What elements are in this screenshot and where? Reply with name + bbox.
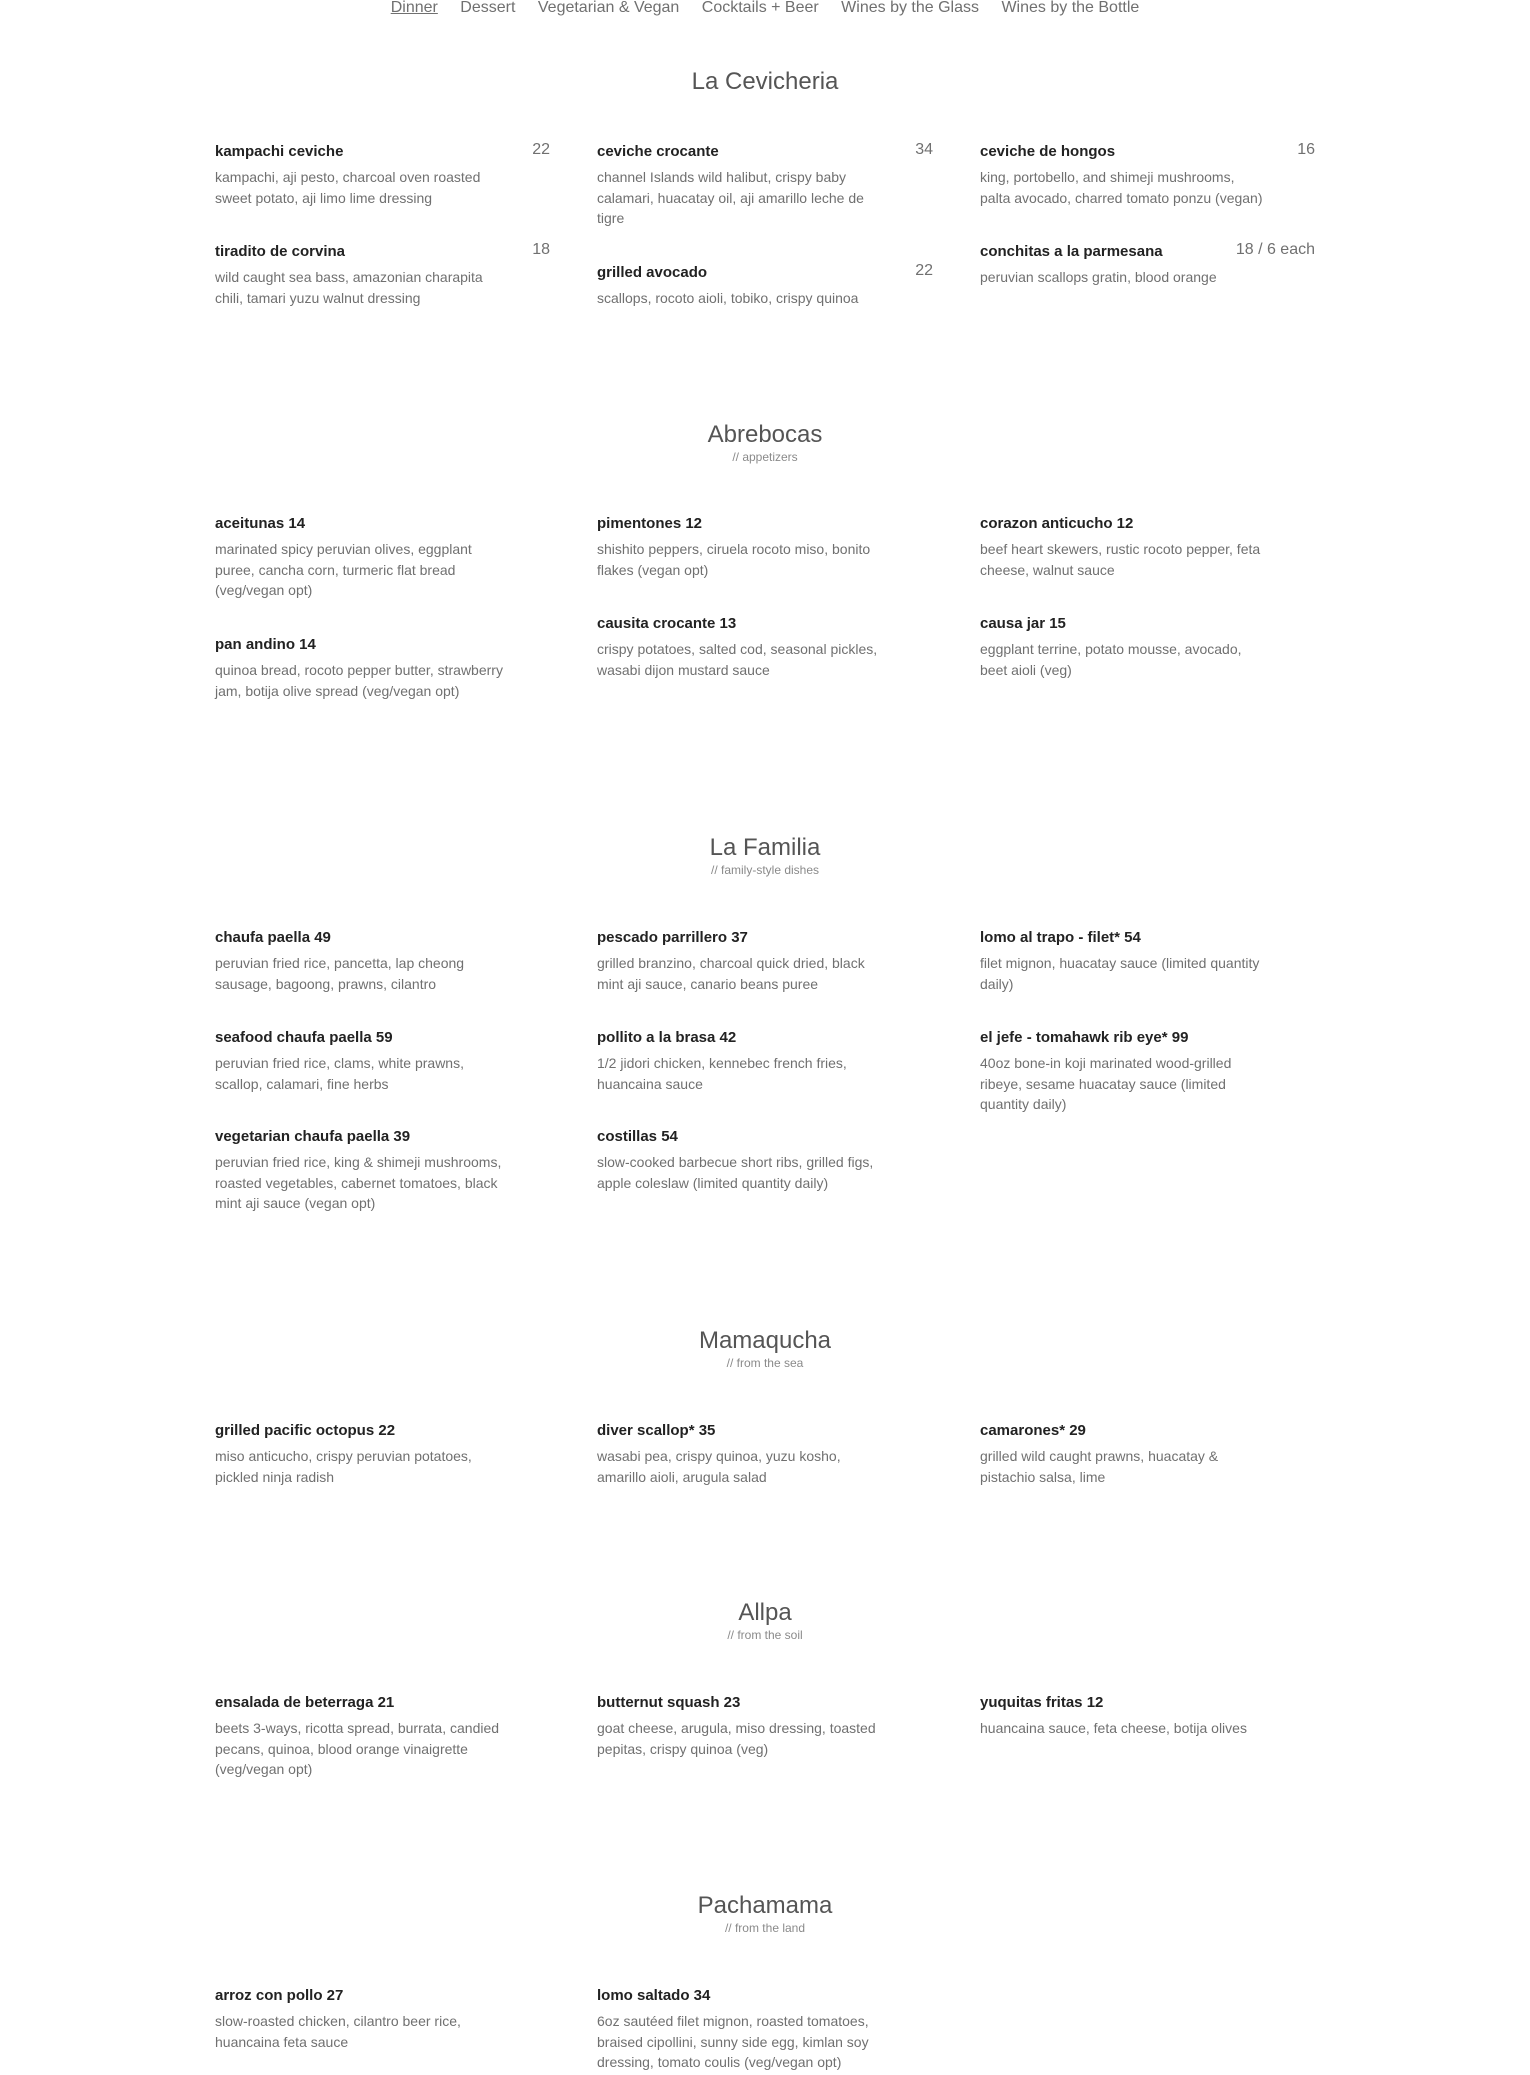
menu-item <box>597 928 897 994</box>
section-title-allpa: Allpa <box>738 1599 792 1626</box>
menu-item <box>215 1693 515 1780</box>
item-description: eggplant terrine, potato mousse, avocado, beet aioli (veg) <box>980 641 1242 678</box>
section-title-mamaqucha: Mamaqucha <box>698 1327 832 1354</box>
item-price: 18 <box>532 241 550 258</box>
item-description: quinoa bread, rocoto pepper butter, strawberry jam, botija olive spread (veg/vegan opt) <box>215 662 503 699</box>
menu-item <box>215 1421 515 1487</box>
item-name: chaufa paella 49 <box>215 929 331 946</box>
item-name: lomo al trapo - filet* 54 <box>980 929 1141 946</box>
item-description: 40oz bone-in koji marinated wood-grilled ribeye, sesame huacatay sauce (limited quantity daily) <box>980 1055 1232 1112</box>
item-price: 16 <box>1297 141 1315 158</box>
menu-item <box>980 1693 1280 1739</box>
menu-item <box>597 1986 897 2073</box>
section-subtitle-mamaqucha: // from the sea <box>726 1356 804 1370</box>
menu-item <box>980 614 1280 680</box>
item-description: peruvian fried rice, clams, white prawns, scallop, calamari, fine herbs <box>215 1055 464 1092</box>
item-description: grilled branzino, charcoal quick dried, black mint aji sauce, canario beans puree <box>597 955 865 992</box>
item-description: marinated spicy peruvian olives, eggplant puree, cancha corn, turmeric flat bread (veg/vegan opt) <box>215 541 472 598</box>
item-description: crispy potatoes, salted cod, seasonal pickles, wasabi dijon mustard sauce <box>597 641 878 678</box>
menu-item <box>597 1693 897 1759</box>
tab-dessert[interactable]: Dessert <box>460 0 516 16</box>
item-name: conchitas a la parmesana <box>980 243 1163 260</box>
item-description: channel Islands wild halibut, crispy baby calamari, huacatay oil, aji amarillo leche de tigre <box>597 169 864 226</box>
item-price: 22 <box>915 262 933 279</box>
section-title-abrebocas: Abrebocas <box>707 421 823 448</box>
item-name: causita crocante 13 <box>597 615 737 632</box>
menu-item <box>215 1986 515 2052</box>
item-name: kampachi ceviche <box>215 143 344 160</box>
item-name: camarones* 29 <box>980 1422 1086 1439</box>
item-name: pan andino 14 <box>215 636 316 653</box>
item-description: 6oz sautéed filet mignon, roasted tomatoes, braised cipollini, sunny side egg, kimlan soy dressing, tomato coulis (veg/vegan opt) <box>597 2013 869 2070</box>
section-subtitle-pachamama: // from the land <box>724 1921 806 1935</box>
section-subtitle-familia: // family-style dishes <box>710 863 820 877</box>
menu-tabs <box>0 0 1530 16</box>
item-name: corazon anticucho 12 <box>980 515 1134 532</box>
menu-item <box>597 614 897 680</box>
menu-item <box>215 1127 515 1214</box>
item-name: lomo saltado 34 <box>597 1987 711 2004</box>
item-price: 34 <box>915 141 933 158</box>
item-description: wild caught sea bass, amazonian charapita chili, tamari yuzu walnut dressing <box>215 269 483 306</box>
item-name: aceitunas 14 <box>215 515 306 532</box>
section-title-pachamama: Pachamama <box>697 1892 833 1919</box>
item-description: peruvian fried rice, pancetta, lap cheong sausage, bagoong, prawns, cilantro <box>215 955 465 992</box>
section-subtitle-allpa: // from the soil <box>727 1628 803 1642</box>
item-name: grilled avocado <box>597 264 708 281</box>
item-description: kampachi, aji pesto, charcoal oven roasted sweet potato, aji limo lime dressing <box>215 169 481 206</box>
item-price: 18 / 6 each <box>1235 241 1315 258</box>
menu-item <box>597 1421 897 1487</box>
item-description: peruvian fried rice, king & shimeji mushrooms, roasted vegetables, cabernet tomatoes, black mint aji sauce (vegan opt) <box>215 1154 502 1211</box>
menu-item <box>215 1028 515 1094</box>
tab-vegetarian-vegan[interactable]: Vegetarian & Vegan <box>537 0 680 16</box>
menu-item <box>597 1028 897 1094</box>
item-description: slow-roasted chicken, cilantro beer rice, huancaina feta sauce <box>215 2013 461 2050</box>
item-name: tiradito de corvina <box>215 243 346 260</box>
section-title-familia: La Familia <box>709 834 821 861</box>
item-description: grilled wild caught prawns, huacatay & pistachio salsa, lime <box>980 1448 1219 1485</box>
item-description: beef heart skewers, rustic rocoto pepper, feta cheese, walnut sauce <box>980 541 1261 578</box>
item-name: diver scallop* 35 <box>597 1422 716 1439</box>
item-description: filet mignon, huacatay sauce (limited quantity daily) <box>980 955 1260 992</box>
item-name: ensalada de beterraga 21 <box>215 1694 395 1711</box>
menu-item <box>980 514 1280 580</box>
tab-cocktails-beer[interactable]: Cocktails + Beer <box>701 0 819 16</box>
item-name: el jefe - tomahawk rib eye* 99 <box>980 1029 1189 1046</box>
item-description: miso anticucho, crispy peruvian potatoes, pickled ninja radish <box>215 1448 472 1485</box>
item-description: scallops, rocoto aioli, tobiko, crispy quinoa <box>597 290 859 306</box>
item-name: pollito a la brasa 42 <box>597 1029 737 1046</box>
tab-dinner[interactable]: Dinner <box>390 0 438 16</box>
item-description: king, portobello, and shimeji mushrooms, palta avocado, charred tomato ponzu (vegan) <box>980 169 1263 206</box>
item-name: vegetarian chaufa paella 39 <box>215 1128 411 1145</box>
section-subtitle-abrebocas: // appetizers <box>732 450 798 464</box>
menu-item <box>215 928 515 994</box>
menu-item <box>215 635 515 701</box>
menu-item <box>980 1028 1280 1115</box>
item-name: ceviche crocante <box>597 143 719 160</box>
item-name: costillas 54 <box>597 1128 678 1145</box>
menu-item <box>980 1421 1280 1487</box>
item-description: huancaina sauce, feta cheese, botija olives <box>980 1720 1247 1736</box>
menu-item <box>215 514 515 601</box>
item-name: pimentones 12 <box>597 515 703 532</box>
menu-item <box>597 514 897 580</box>
item-name: arroz con pollo 27 <box>215 1987 344 2004</box>
item-description: 1/2 jidori chicken, kennebec french fries, huancaina sauce <box>597 1055 847 1092</box>
item-name: pescado parrillero 37 <box>597 929 748 946</box>
item-name: butternut squash 23 <box>597 1694 741 1711</box>
section-title-cevicheria: La Cevicheria <box>691 68 839 95</box>
item-name: yuquitas fritas 12 <box>980 1694 1104 1711</box>
menu-item <box>597 1127 897 1193</box>
item-description: shishito peppers, ciruela rocoto miso, bonito flakes (vegan opt) <box>597 541 871 578</box>
item-description: beets 3-ways, ricotta spread, burrata, candied pecans, quinoa, blood orange vinaigrette (veg/vegan opt) <box>215 1720 500 1777</box>
tab-wines-by-the-bottle[interactable]: Wines by the Bottle <box>1001 0 1140 16</box>
item-description: slow-cooked barbecue short ribs, grilled figs, apple coleslaw (limited quantity daily) <box>597 1154 874 1191</box>
item-description: wasabi pea, crispy quinoa, yuzu kosho, amarillo aioli, arugula salad <box>597 1448 841 1485</box>
item-description: goat cheese, arugula, miso dressing, toasted pepitas, crispy quinoa (veg) <box>597 1720 876 1757</box>
tab-wines-by-the-glass[interactable]: Wines by the Glass <box>841 0 979 16</box>
item-name: ceviche de hongos <box>980 143 1116 160</box>
item-name: causa jar 15 <box>980 615 1066 632</box>
menu-item <box>980 928 1280 994</box>
item-price: 22 <box>532 141 550 158</box>
item-name: seafood chaufa paella 59 <box>215 1029 393 1046</box>
item-description: peruvian scallops gratin, blood orange <box>980 269 1217 285</box>
item-name: grilled pacific octopus 22 <box>215 1422 396 1439</box>
